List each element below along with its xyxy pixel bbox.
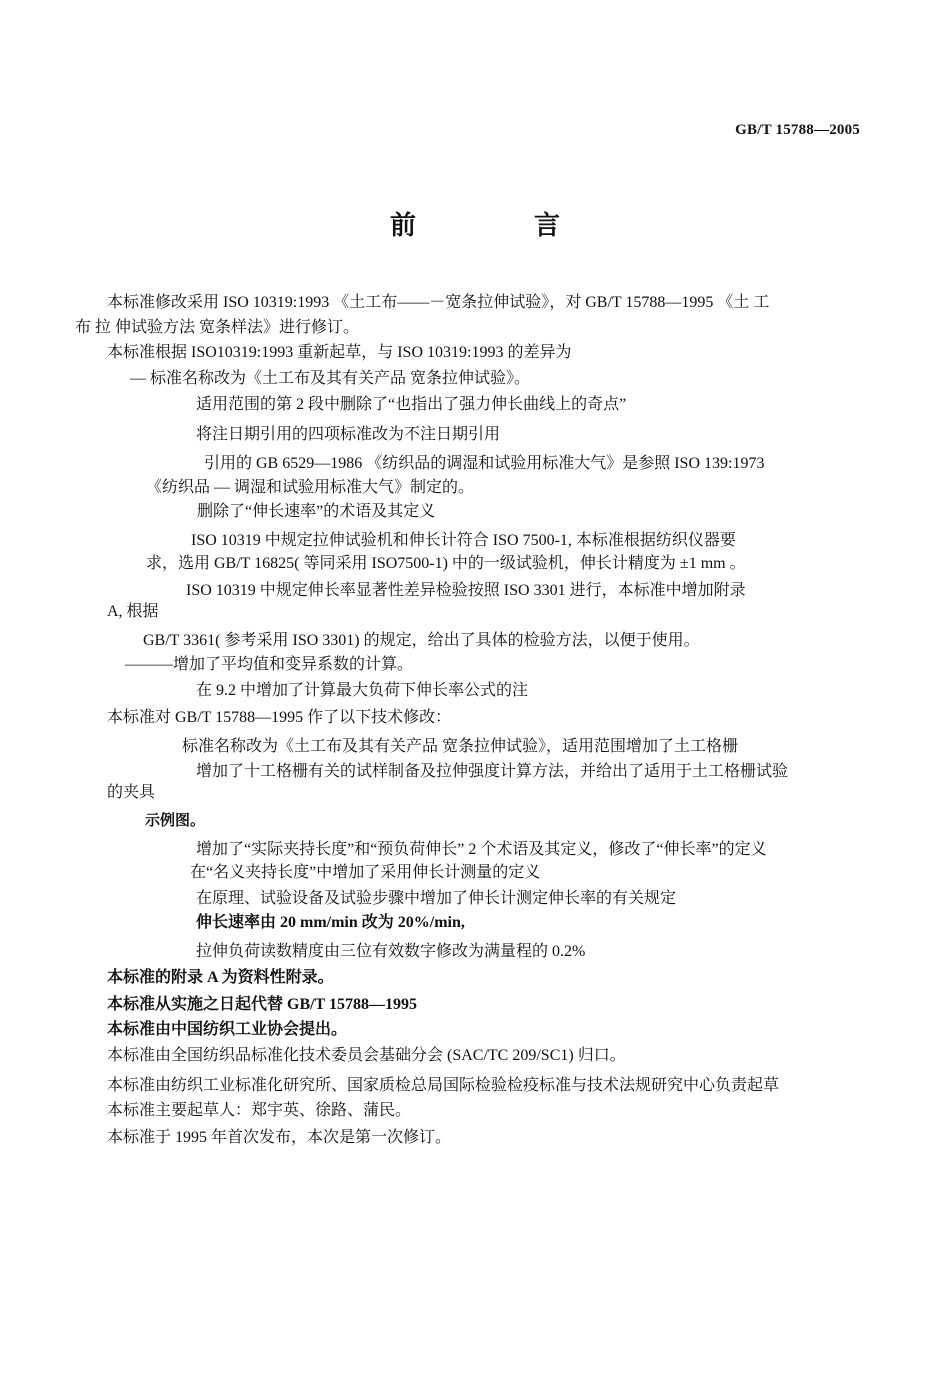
- text-line: 拉伸负荷读数精度由三位有效数字修改为满量程的 0.2%: [196, 943, 586, 960]
- text-line: 在原理、试验设备及试验步骤中增加了伸长计测定伸长率的有关规定: [196, 890, 677, 907]
- text-line: 本标准主要起草人：郑宇英、徐路、蒲民。: [107, 1102, 412, 1119]
- text-line: 本标准由纺织工业标准化研究所、国家质检总局国际检验检疫标准与技术法规研究中心负责起草: [107, 1077, 780, 1094]
- text-line: 增加了“实际夹持长度”和“预负荷伸长” 2 个术语及其定义，修改了“伸长率”的定义: [196, 841, 767, 858]
- text-line: 引用的 GB 6529—1986 《纺织品的调湿和试验用标准大气》是参照 ISO 139:1973: [204, 455, 765, 472]
- text-line: 在“名义夹持长度”中增加了采用伸长计测量的定义: [190, 864, 541, 881]
- text-line: 本标准的附录 A 为资料性附录。: [107, 969, 334, 986]
- text-line: 《纺织品 — 调湿和试验用标准大气》制定的。: [146, 479, 475, 496]
- text-line: 布 拉 伸试验方法 宽条样法》进行修订。: [75, 319, 360, 336]
- text-line: 在 9.2 中增加了计算最大负荷下伸长率公式的注: [196, 682, 529, 699]
- text-line: 标准名称改为《土工布及其有关产品 宽条拉伸试验》，适用范围增加了土工格栅: [182, 738, 739, 755]
- text-line: GB/T 3361( 参考采用 ISO 3301) 的规定，给出了具体的检验方法，以便于使用。: [143, 632, 700, 649]
- text-line: 本标准对 GB/T 15788—1995 作了以下技术修改：: [107, 709, 452, 726]
- text-line: 本标准根据 ISO10319:1993 重新起草，与 ISO 10319:1993 的差异为: [107, 344, 572, 361]
- text-line: ISO 10319 中规定伸长率显著性差异检验按照 ISO 3301 进行，本标准中增加附录: [186, 582, 746, 599]
- text-line: 的夹具: [107, 784, 156, 801]
- text-line: ———增加了平均值和变异系数的计算。: [125, 656, 414, 673]
- text-line: A, 根据: [107, 603, 159, 620]
- text-line: 本标准于 1995 年首次发布，本次是第一次修订。: [107, 1129, 452, 1146]
- text-line: — 标准名称改为《土工布及其有关产品 宽条拉伸试验》。: [130, 370, 531, 387]
- text-line: ISO 10319 中规定拉伸试验机和伸长计符合 ISO 7500-1, 本标准根据纺织仪器要: [191, 532, 736, 549]
- text-line: 将注日期引用的四项标准改为不注日期引用: [196, 426, 501, 443]
- text-line: 本标准从实施之日起代替 GB/T 15788—1995: [107, 996, 417, 1013]
- text-line: 求，选用 GB/T 16825( 等同采用 ISO7500-1) 中的一级试验机，伸长计精度为 ±1 mm 。: [146, 555, 746, 572]
- text-line: 适用范围的第 2 段中删除了“也指出了强力伸长曲线上的奇点”: [196, 396, 627, 413]
- text-line: 删除了“伸长速率”的术语及其定义: [197, 503, 436, 520]
- text-line: 示例图。: [145, 813, 206, 829]
- text-line: 本标准修改采用 ISO 10319:1993 《土工布——－宽条拉伸试验》，对 GB/T 15788—1995 《土 工: [107, 294, 770, 311]
- text-line: 增加了十工格栅有关的试样制备及拉伸强度计算方法，并给出了适用于土工格栅试验: [196, 763, 789, 780]
- page-title: 前 言: [389, 211, 606, 240]
- text-line: 伸长速率由 20 mm/min 改为 20%/min,: [196, 914, 465, 931]
- standard-code: GB/T 15788—2005: [735, 122, 860, 138]
- text-line: 本标准由全国纺织品标准化技术委员会基础分会 (SAC/TC 209/SC1) 归口。: [107, 1047, 626, 1064]
- text-line: 本标准由中国纺织工业协会提出。: [107, 1021, 348, 1038]
